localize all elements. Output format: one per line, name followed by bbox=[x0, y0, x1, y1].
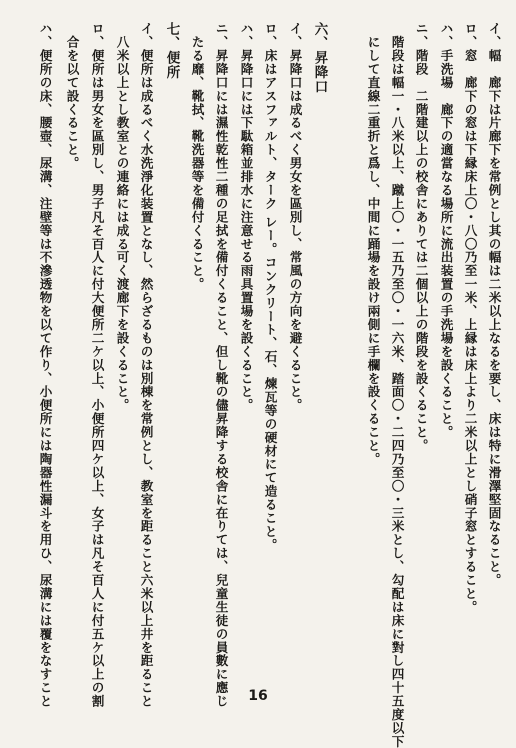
section-heading-7: 七、便所 bbox=[163, 22, 180, 80]
line-3: ハ、手洗場 廊下の適當なる場所に流出装置の手洗場を設くること。 bbox=[438, 22, 454, 439]
line-6: にして直線二重折と爲し、中間に踊場を設け兩側に手欄を設くること。 bbox=[365, 22, 381, 466]
line-15: 八米以上とし教室との連絡には成る可く渡廊下を設くること。 bbox=[114, 22, 130, 413]
line-14: イ、便所は成るべく水洗淨化装置となし、然らざるものは別棟を常例とし、教室を距ること六米以上井を距ること bbox=[138, 22, 154, 708]
line-17: 合を以て設くること。 bbox=[64, 22, 80, 170]
line-12: たる靡、靴拭、靴洗器等を備付くること。 bbox=[189, 22, 205, 291]
line-16: ロ、便所は男女を區別し、男子凡そ百人に付大便所二ケ以上、小便所四ケ以上、女子は凡そ百人に付五ケ以上の割 bbox=[89, 22, 105, 708]
line-18: ハ、便所の床、腰壺、尿溝、注壁等は不滲透物を以て作り、小便所には陶器性漏斗を用ひ、尿溝には覆をなすこと bbox=[37, 22, 53, 708]
line-4: ニ、階段 二階建以上の校舎にありては二個以上の階段を設くること。 bbox=[413, 22, 429, 453]
line-1: イ、幅 廊下は片廊下を常例とし其の幅は二米以上なるを要し、床は特に滑澤堅固なること。 bbox=[486, 22, 502, 587]
line-2: ロ、窓 廊下の窓は下縁床上〇・八〇乃至一米、上縁は床上より二米以上とし硝子窓とすること。 bbox=[462, 22, 478, 614]
line-5: 階段は幅一・八米以上、蹴上〇・一五乃至〇・一六米、踏面〇・二四乃至〇・三米とし、勾配は床に對し四十五度以下 bbox=[389, 22, 405, 748]
line-10: ハ、昇降口には下駄箱並排水に注意せる雨具置場を設くること。 bbox=[238, 22, 254, 413]
line-11: ニ、昇降口には濕性乾性二種の足拭を備付くること、但し靴の儘昇降する校舎に在りては、兒童生徒の員數に應じ bbox=[213, 22, 229, 708]
line-9: ロ、床はアスファルト、ターク レー。コンクリート、石、煉瓦等の硬材にて造ること。 bbox=[262, 22, 278, 552]
page-number: 16 bbox=[248, 688, 268, 704]
line-8: イ、昇降口は成るべく男女を區別し、常風の方向を避くること。 bbox=[287, 22, 303, 413]
section-heading-6: 六、昇降口 bbox=[311, 22, 328, 94]
